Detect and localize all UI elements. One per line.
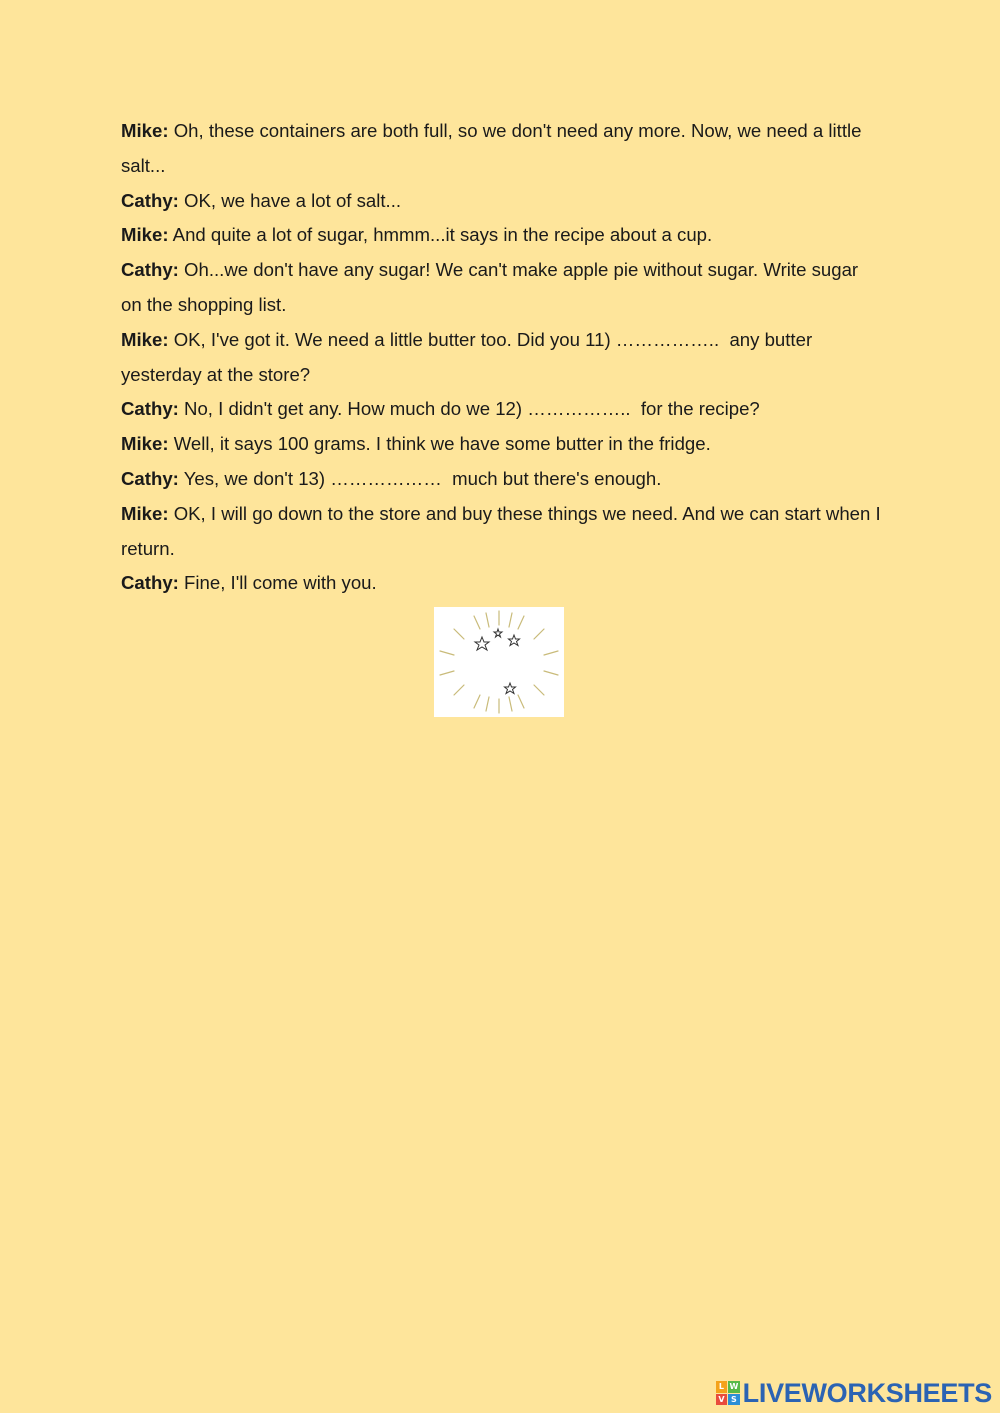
line-text: OK, I will go down to the store and buy these things we need. And we can start when I return. [121, 502, 881, 559]
dialogue-line [121, 462, 881, 497]
logo-tile: W [729, 1382, 739, 1391]
liveworksheets-logo-icon [716, 1381, 740, 1405]
line-text: And quite a lot of sugar, hmmm...it says in the recipe about a cup. [168, 224, 713, 246]
liveworksheets-logo [716, 1379, 992, 1407]
speaker-name: Cathy: [121, 259, 179, 281]
brand-name: LIVEWORKSHEETS [742, 1378, 992, 1408]
dialogue-text [121, 114, 881, 601]
good-luck-burst-icon [434, 607, 564, 717]
dialogue-line [121, 218, 881, 253]
dialogue-line [121, 566, 881, 601]
line-text: Yes, we don't 13) ……………… much but there's enough. [178, 467, 662, 489]
speaker-name: Mike: [121, 224, 169, 246]
logo-tile: L [716, 1381, 728, 1393]
line-text: No, I didn't get any. How much do we 12) …………….. for the recipe? [178, 398, 760, 420]
line-text: OK, we have a lot of salt... [178, 189, 402, 211]
dialogue-line [121, 392, 881, 427]
line-text: Fine, I'll come with you. [178, 572, 377, 594]
speaker-name: Cathy: [121, 398, 179, 420]
speaker-name: Mike: [121, 502, 169, 524]
speaker-name: Cathy: [121, 189, 179, 211]
logo-tile: V [716, 1394, 728, 1406]
speaker-name: Mike: [121, 433, 169, 455]
speaker-name: Cathy: [121, 467, 179, 489]
speaker-name: Mike: [121, 328, 169, 350]
line-text: Oh...we don't have any sugar! We can't make apple pie without sugar. Write sugar on the shopping list. [121, 259, 859, 315]
good-luck-image [434, 607, 564, 717]
dialogue-line [121, 184, 881, 219]
dialogue-line [121, 427, 881, 462]
dialogue-line [121, 497, 881, 567]
line-text: Well, it says 100 grams. I think we have some butter in the fridge. [168, 433, 711, 455]
dialogue-line [121, 253, 881, 323]
speaker-name: Mike: [121, 120, 169, 141]
logo-tile: S [728, 1394, 740, 1406]
line-text: Oh, these containers are both full, so we don't need any more. Now, we need a little salt... [121, 120, 862, 176]
line-text: OK, I've got it. We need a little butter too. Did you 11) …………….. any butter yesterday at the store? [121, 328, 813, 385]
speaker-name: Cathy: [121, 572, 179, 594]
dialogue-line [121, 323, 881, 393]
dialogue-line [121, 114, 881, 184]
